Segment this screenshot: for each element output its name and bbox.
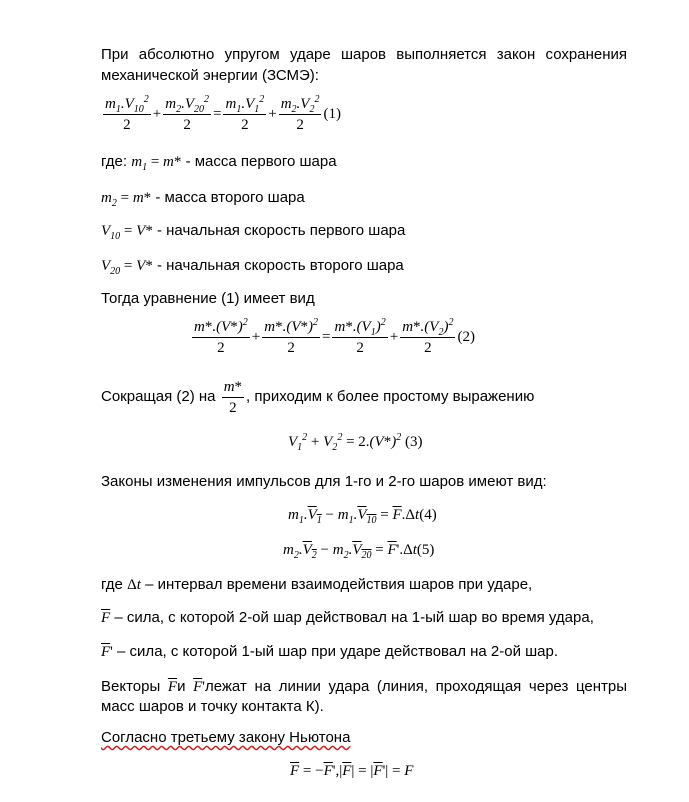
reduce-text-after: , приходим к более простому выражению (246, 387, 535, 405)
definition-delta-t: где Δt – интервал времени взаимодействия шаров при ударе, (101, 576, 533, 593)
vectors-text-and: и (177, 678, 186, 695)
where-dt-label: где (101, 576, 123, 593)
vectors-text-before: Векторы (101, 678, 161, 695)
equation-5: $m_2.V_2 - m_2.V_{20} = \overline{F}'.\Delta t(5)$ (283, 542, 435, 561)
definition-v20: $V_{20} = V*$ - начальная скорость второго шара (101, 257, 404, 277)
paragraph-vectors-line1: Векторы $\overline{F}и$ $\overline{F}'лежат$ на линии удара (линия, проходящая через центры (101, 678, 627, 695)
paragraph-energy-conservation-line2: механической энергии (ЗСМЭ): (101, 67, 319, 84)
definition-m2: $m_2 = m*$ - масса второго шара (101, 189, 305, 209)
equation-1: $\frac{m_1.V_{10}^2}{2}$ + $\frac{m_2.V_{20}^2}{2}$ = $\frac{m_1.V_1^2}{2}$ + $\frac{m_2.V_2^2}{2}$ (1) (105, 94, 341, 133)
equation-3-number: (3) (404, 434, 423, 450)
equation-3: $V_1^2 + V_2^2 = 2.(V*)^2$ (3) (288, 432, 423, 453)
definition-v10: $V_{10} = V*$ - начальная скорость первого шара (101, 222, 406, 242)
equation-5-number: (5) (416, 542, 435, 558)
definition-v20-text: - начальная скорость второго шара (156, 257, 404, 274)
equation-4-number: (4) (419, 507, 437, 523)
definition-v10-text: - начальная скорость первого шара (156, 222, 406, 239)
definition-m1-text: - масса первого шара (185, 153, 337, 170)
paragraph-then: Тогда уравнение (1) имеет вид (101, 290, 315, 307)
where-label: где: (101, 153, 128, 170)
equation-4: $m_1.V_1 - m_1.V_{10} = \overline{F}.\Delta t(4)$ (288, 507, 437, 526)
equation-1-number: (1) (323, 105, 341, 122)
force-f-text: – сила, с которой 2-ой шар действовал на 1-ый шар во время удара, (114, 609, 594, 626)
vectors-text-after: лежат на линии удара (линия, проходящая через центры (204, 678, 627, 695)
paragraph-vectors-line2: масс шаров и точку контакта К). (101, 698, 324, 715)
definition-m2-text: - масса второго шара (155, 189, 305, 206)
newton-text: Согласно третьему закону Ньютона (101, 729, 351, 746)
paragraph-reduce: Сокращая (2) на $\frac{m*}{2}$ , приходим к более простому выражению (101, 379, 535, 416)
paragraph-energy-conservation-line1: При абсолютно упругом ударе шаров выполняется закон сохранения (101, 46, 627, 63)
force-f-prime-text: – сила, с которой 1-ый шар при ударе действовал на 2-ой шар. (117, 643, 559, 660)
definition-m1: где: $m_1 = m*$ - масса первого шара (101, 153, 337, 173)
reduce-text-before: Сокращая (2) на (101, 387, 216, 405)
delta-t-text: – интервал времени взаимодействия шаров при ударе, (145, 576, 533, 593)
definition-force-f: $\overline{F}$ – сила, с которой 2-ой шар действовал на 1-ый шар во время удара, (101, 609, 594, 626)
paragraph-newton (101, 729, 350, 747)
definition-force-f-prime: $\overline{F}'$ – сила, с которой 1-ый шар при ударе действовал на 2-ой шар. (101, 643, 559, 660)
equation-2-number: (2) (457, 328, 475, 345)
equation-2: $\frac{m*.(V*)^2}{2}$ + $\frac{m*.(V*)^2}{2}$ = $\frac{m*.(V_1)^2}{2}$ + $\frac{m*.(V_2)^2}{2}$ (2) (194, 317, 475, 356)
paragraph-momentum-laws: Законы изменения импульсов для 1-го и 2-го шаров имеют вид: (101, 473, 547, 490)
equation-newton-third-law: $\overline{F} = -\overline{F}',|\overline{F}| = |\overline{F}'| = F$ (290, 763, 414, 779)
